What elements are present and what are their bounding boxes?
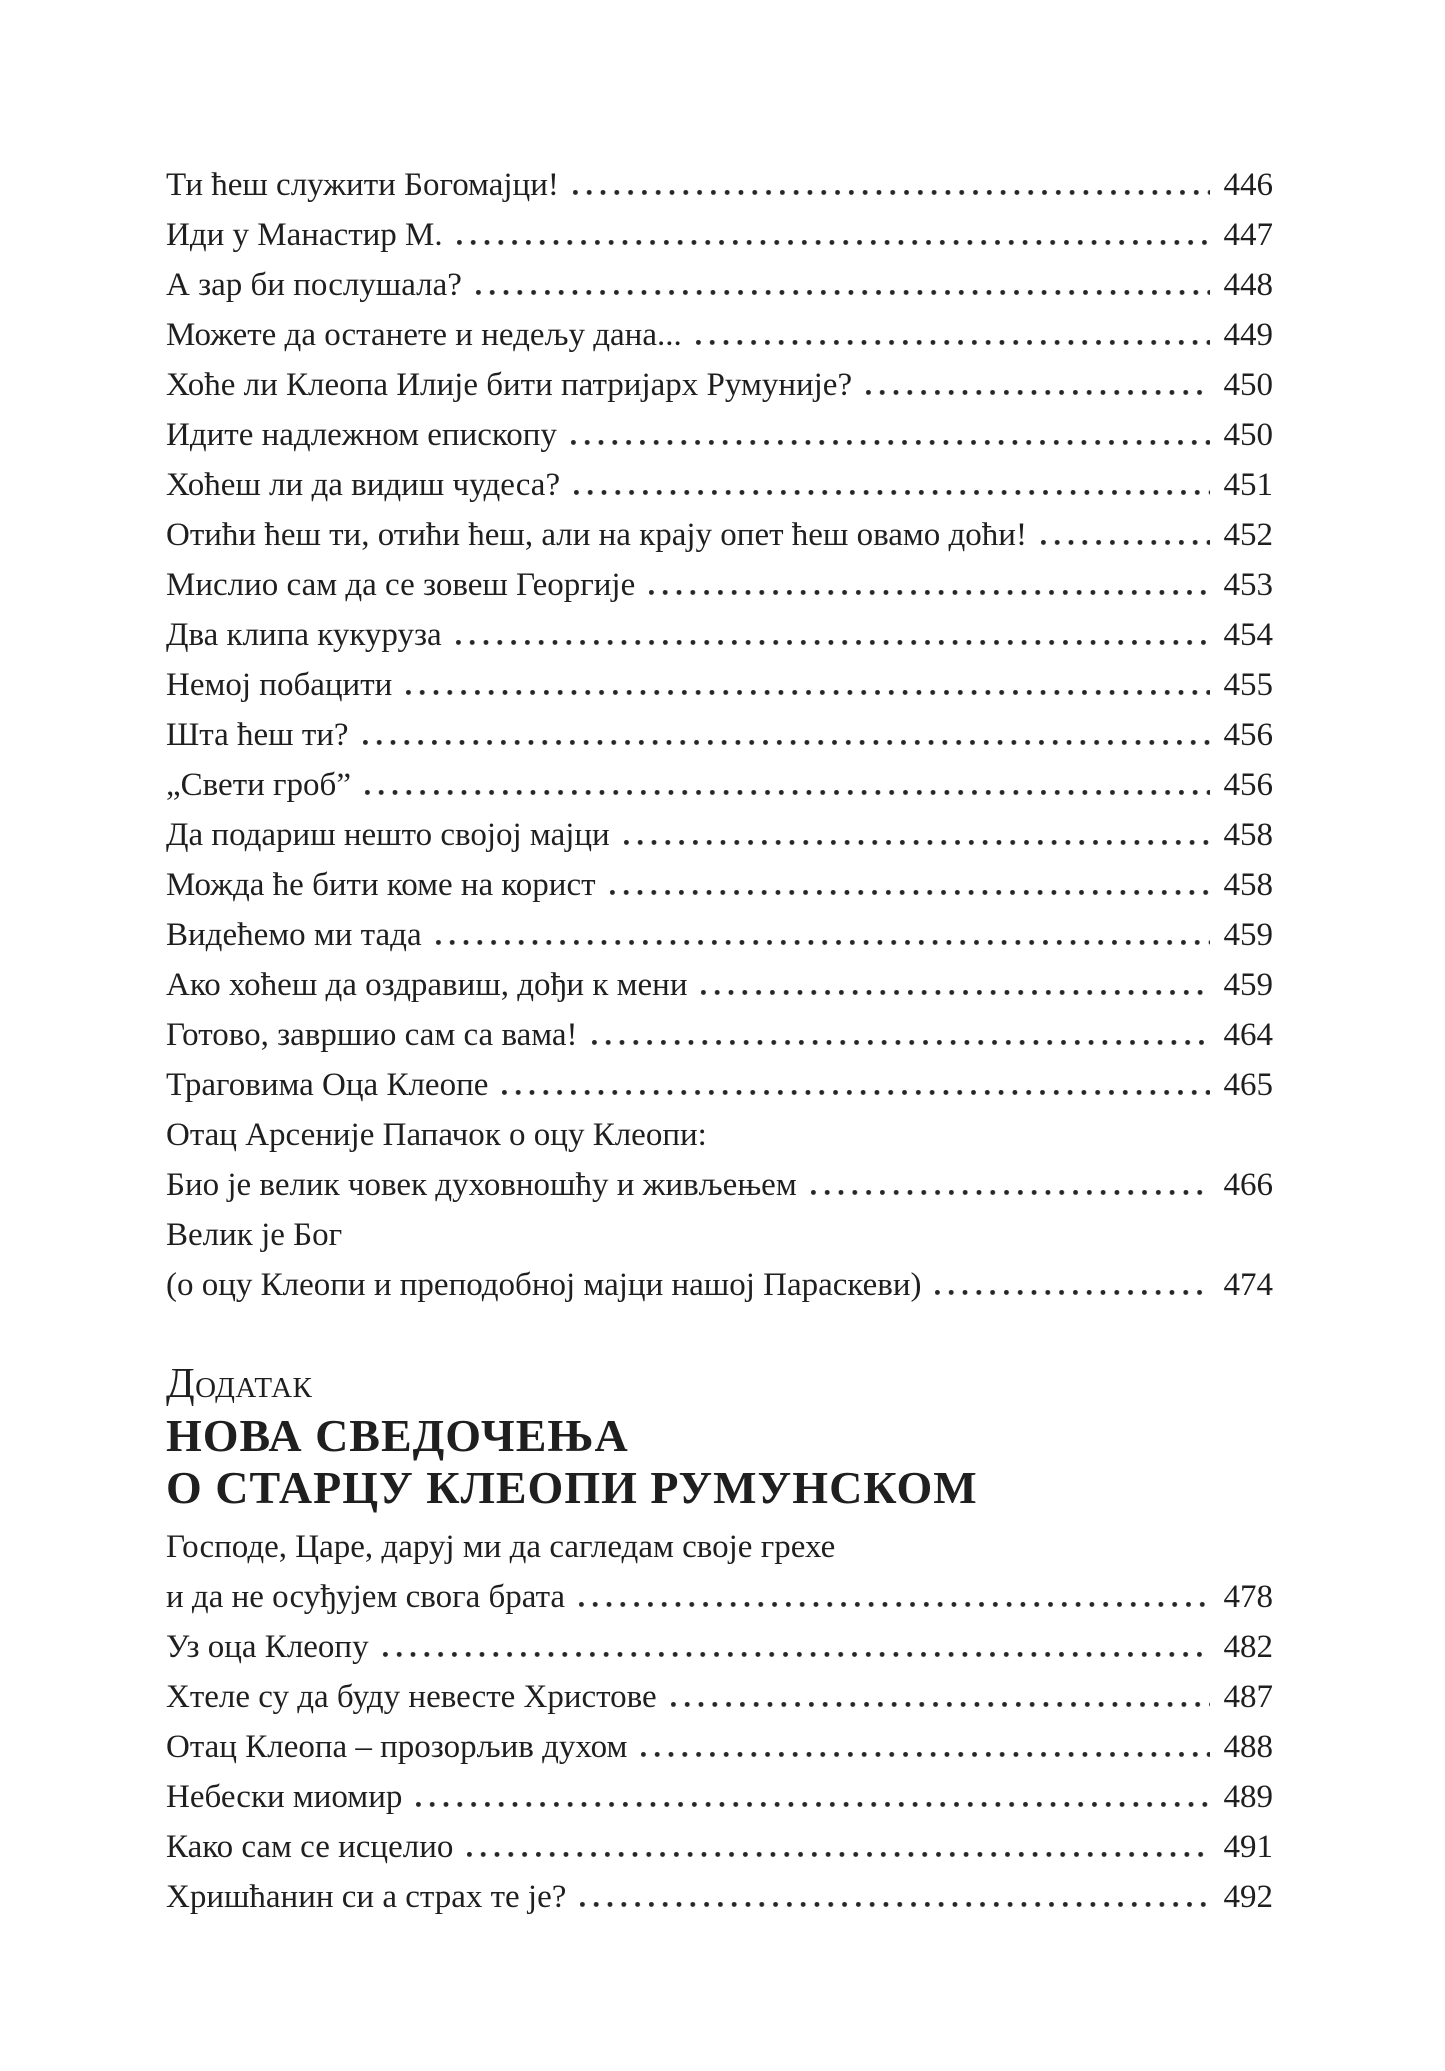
page-number: 464 [1223, 1017, 1273, 1053]
toc-entry-title: Како сам се исцелио [166, 1829, 454, 1865]
page-number: 453 [1223, 567, 1273, 603]
toc-entry-title: Хтеле су да буду невесте Христове [166, 1679, 657, 1715]
page-number: 466 [1223, 1167, 1273, 1203]
page-number: 448 [1223, 267, 1273, 303]
toc-entry [166, 1010, 1273, 1060]
section-heading [166, 1358, 1273, 1514]
page-number: 482 [1223, 1629, 1273, 1665]
toc-entry-row [166, 1872, 1273, 1922]
dot-leader [383, 1652, 1210, 1657]
page-number: 458 [1223, 867, 1273, 903]
toc-entry-title: Мислио сам да се зовеш Георгије [166, 567, 636, 603]
toc-entry-row [166, 210, 1273, 260]
page-number: 458 [1223, 817, 1273, 853]
page-number: 487 [1223, 1679, 1273, 1715]
toc-entry-row [166, 160, 1273, 210]
toc-entry [166, 160, 1273, 210]
toc-entry [166, 1522, 1273, 1622]
dot-leader [649, 590, 1209, 595]
toc-entry-title: Готово, завршио сам са вама! [166, 1017, 578, 1053]
toc-entries-part2 [166, 1522, 1273, 1922]
toc-entry-row [166, 1772, 1273, 1822]
page-number: 456 [1223, 717, 1273, 753]
toc-entry-row [166, 960, 1273, 1010]
toc-entry-row [166, 510, 1273, 560]
toc-entry-title: Траговима Оца Клеопе [166, 1067, 489, 1103]
toc-entry [166, 1722, 1273, 1772]
page-number: 450 [1223, 367, 1273, 403]
toc-entry-title: Видећемо ми тада [166, 917, 422, 953]
page-number: 449 [1223, 317, 1273, 353]
toc-entry [166, 910, 1273, 960]
dot-leader [671, 1702, 1210, 1707]
toc-entry-title: Отац Арсеније Папачок о оцу Клеопи: [166, 1117, 707, 1153]
toc-entry-title: Уз оца Клеопу [166, 1629, 369, 1665]
toc-entry-title: Небески миомир [166, 1779, 403, 1815]
page-number: 491 [1223, 1829, 1273, 1865]
toc-entry-title: Два клипа кукуруза [166, 617, 442, 653]
page-number: 451 [1223, 467, 1273, 503]
toc-entry [166, 260, 1273, 310]
section-kicker: Додатак [166, 1361, 313, 1407]
toc-entry [166, 860, 1273, 910]
toc-entry-row [166, 1672, 1273, 1722]
dot-leader [476, 290, 1210, 295]
toc-entry [166, 410, 1273, 460]
toc-entry-row [166, 460, 1273, 510]
dot-leader [573, 190, 1210, 195]
toc-entry-title: Можете да останете и недељу дана... [166, 317, 682, 353]
toc-entry-title: А зар би послушала? [166, 267, 462, 303]
dot-leader [580, 1902, 1209, 1907]
toc-entry-title: Био је велик човек духовношћу и живљењем [166, 1167, 797, 1203]
toc-entry-wrap-row [166, 1110, 1273, 1160]
page-number: 447 [1223, 217, 1273, 253]
toc-entry-title: „Свети гроб” [166, 767, 351, 803]
toc-entry [166, 710, 1273, 760]
toc-entry-title: Хоћеш ли да видиш чудеса? [166, 467, 561, 503]
page-number: 489 [1223, 1779, 1273, 1815]
toc-entry-title: Можда ће бити коме на корист [166, 867, 596, 903]
toc-entry-row [166, 560, 1273, 610]
dot-leader [416, 1802, 1209, 1807]
toc-entry [166, 1110, 1273, 1210]
toc-entry-row [166, 1722, 1273, 1772]
toc-entry-title: Идите надлежном епископу [166, 417, 557, 453]
section-title-line2: О СТАРЦУ КЛЕОПИ РУМУНСКОМ [166, 1462, 978, 1513]
toc-entry-row [166, 260, 1273, 310]
toc-entry-row [166, 1160, 1273, 1210]
section-title-line1: НОВА СВЕДОЧЕЊА [166, 1410, 629, 1461]
dot-leader [935, 1290, 1209, 1295]
toc-entry [166, 310, 1273, 360]
page-number: 455 [1223, 667, 1273, 703]
dot-leader [641, 1752, 1209, 1757]
toc-entry-row [166, 910, 1273, 960]
toc-entry [166, 960, 1273, 1010]
dot-leader [579, 1602, 1209, 1607]
toc-entry [166, 760, 1273, 810]
dot-leader [696, 340, 1210, 345]
toc-entry-title: Немој побацити [166, 667, 393, 703]
dot-leader [592, 1040, 1210, 1045]
dot-leader [436, 940, 1210, 945]
toc-entry-row [166, 810, 1273, 860]
toc-entry-row [166, 310, 1273, 360]
toc-entry-row [166, 710, 1273, 760]
toc-entry [166, 1772, 1273, 1822]
toc-entry-title: (о оцу Клеопи и преподобној мајци нашој Параскеви) [166, 1267, 922, 1303]
toc-entry-title: Отац Клеопа – прозорљив духом [166, 1729, 628, 1765]
dot-leader [467, 1852, 1209, 1857]
toc-entry [166, 210, 1273, 260]
toc-entries-part1 [166, 160, 1273, 1310]
toc-entry-title: и да не осуђујем свога брата [166, 1579, 566, 1615]
toc-entry [166, 1872, 1273, 1922]
toc-entry [166, 1210, 1273, 1310]
toc-entry [166, 1060, 1273, 1110]
toc-entry [166, 1822, 1273, 1872]
toc-entry-row [166, 660, 1273, 710]
toc-entry-title: Хоће ли Клеопа Илије бити патријарх Румуније? [166, 367, 853, 403]
page-number: 454 [1223, 617, 1273, 653]
toc-entry-row [166, 1622, 1273, 1672]
page-number: 459 [1223, 917, 1273, 953]
dot-leader [457, 240, 1210, 245]
page-number: 474 [1223, 1267, 1273, 1303]
dot-leader [571, 440, 1210, 445]
toc-entry-row [166, 1822, 1273, 1872]
page-number: 465 [1223, 1067, 1273, 1103]
dot-leader [406, 690, 1209, 695]
dot-leader [502, 1090, 1209, 1095]
page-number: 492 [1223, 1879, 1273, 1915]
toc-entry-title: Велик је Бог [166, 1217, 343, 1253]
page-number: 456 [1223, 767, 1273, 803]
toc-entry-row [166, 1572, 1273, 1622]
dot-leader [624, 840, 1210, 845]
toc-entry-row [166, 760, 1273, 810]
toc-entry-title: Ти ћеш служити Богомајци! [166, 167, 559, 203]
toc-entry-row [166, 1010, 1273, 1060]
dot-leader [365, 790, 1210, 795]
toc-entry-wrap-row [166, 1210, 1273, 1260]
toc-entry-title: Да подариш нешто својој мајци [166, 817, 610, 853]
toc-entry-wrap-row [166, 1522, 1273, 1572]
toc-entry [166, 810, 1273, 860]
toc-entry-row [166, 1060, 1273, 1110]
dot-leader [456, 640, 1210, 645]
toc-entry [166, 1622, 1273, 1672]
toc-entry-title: Отићи ћеш ти, отићи ћеш, али на крају опет ћеш овамо доћи! [166, 517, 1027, 553]
toc-entry-title: Шта ћеш ти? [166, 717, 349, 753]
toc-entry [166, 510, 1273, 560]
toc-entry [166, 560, 1273, 610]
toc-entry-title: Господе, Царе, даруј ми да сагледам своје грехе [166, 1529, 836, 1565]
toc-entry-row [166, 360, 1273, 410]
toc-entry-row [166, 1260, 1273, 1310]
page-number: 488 [1223, 1729, 1273, 1765]
toc-entry-row [166, 610, 1273, 660]
page-number: 478 [1223, 1579, 1273, 1615]
dot-leader [866, 390, 1209, 395]
dot-leader [1041, 540, 1210, 545]
table-of-contents [166, 160, 1273, 1922]
toc-entry [166, 610, 1273, 660]
dot-leader [811, 1190, 1210, 1195]
toc-entry-title: Ако хоћеш да оздравиш, дођи к мени [166, 967, 688, 1003]
page-number: 446 [1223, 167, 1273, 203]
toc-entry-title: Иди у Манастир М. [166, 217, 443, 253]
toc-entry-title: Хришћанин си а страх те је? [166, 1879, 567, 1915]
page-number: 459 [1223, 967, 1273, 1003]
toc-entry-row [166, 410, 1273, 460]
dot-leader [574, 490, 1209, 495]
page-number: 452 [1223, 517, 1273, 553]
dot-leader [363, 740, 1210, 745]
toc-entry [166, 660, 1273, 710]
toc-entry [166, 360, 1273, 410]
toc-entry [166, 460, 1273, 510]
toc-entry-row [166, 860, 1273, 910]
dot-leader [610, 890, 1210, 895]
page-number: 450 [1223, 417, 1273, 453]
dot-leader [701, 990, 1209, 995]
toc-entry [166, 1672, 1273, 1722]
